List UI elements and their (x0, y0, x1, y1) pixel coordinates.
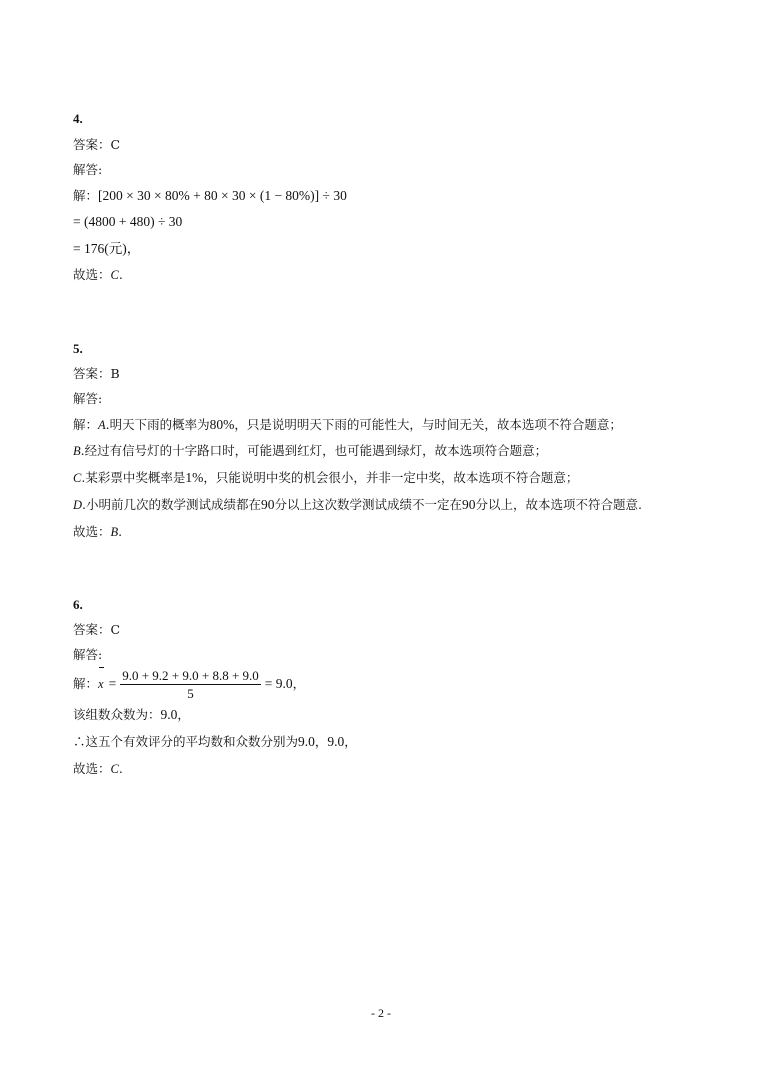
question-5-answer: 答案：B (73, 366, 120, 381)
fraction-denominator: 5 (187, 686, 194, 701)
option-letter: C (73, 471, 82, 485)
option-text: ，只能说明中奖的机会很小，并非一定中奖，故本选项不符合题意； (203, 470, 579, 485)
question-6-mode-line (73, 707, 190, 723)
fraction-numerator: 9.0 + 9.2 + 9.0 + 8.8 + 9.0 (122, 668, 259, 683)
score-value: 90 (462, 497, 476, 512)
mode-suffix: ， (177, 707, 190, 722)
question-4-solution-line-1 (73, 188, 347, 204)
choose-letter: C (110, 268, 119, 282)
choose-letter: C (110, 762, 119, 776)
mean-result: = 9.0 (264, 676, 293, 691)
option-letter: B (73, 444, 81, 458)
option-text: 分以上这次数学测试成绩不一定在 (274, 497, 463, 512)
expression: [200 × 30 × 80% + 80 × 30 × (1 − 80%)] ÷ 30 (98, 188, 347, 203)
question-4-solution-line-3: = 176(元)， (73, 241, 141, 256)
option-text: .某彩票中奖概率是 (81, 470, 186, 485)
conclusion-text: ∴这五个有效评分的平均数和众数分别为 (73, 734, 299, 749)
equals-sign: = (108, 676, 117, 691)
option-text: .经过有信号灯的十字路口时，可能遇到红灯，也可能遇到绿灯，故本选项符合题意； (80, 443, 548, 458)
score-value: 90 (261, 497, 275, 512)
option-letter: D (73, 498, 83, 512)
mean-fraction (120, 668, 261, 701)
option-text: .明天下雨的概率为 (105, 417, 210, 432)
page-number: - 2 - (371, 1006, 391, 1020)
mode-text: 该组数众数为： (73, 707, 161, 722)
question-4-number: 4. (73, 111, 83, 126)
question-4-answer: 答案：C (73, 137, 121, 152)
question-6-answer: 答案：C (73, 622, 121, 637)
question-6-number: 6. (73, 597, 83, 612)
question-5-choose (73, 524, 122, 540)
question-6-choose (73, 761, 123, 777)
option-letter: A (98, 418, 106, 432)
choose-suffix: . (118, 524, 123, 539)
mode-value: 9.0 (160, 707, 178, 722)
percent-value: 80% (209, 417, 235, 432)
jie-label: 解： (73, 676, 99, 691)
choose-suffix: . (118, 761, 123, 776)
percent-value: 1% (185, 470, 204, 485)
question-6-explain-label: 解答: (73, 647, 103, 662)
question-5-number: 5. (73, 341, 83, 356)
question-4-solution-line-2: = (4800 + 480) ÷ 30 (73, 214, 183, 229)
question-5-option-a (73, 417, 622, 433)
mode-value: 9.0 (327, 734, 345, 749)
mean-symbol: x (98, 665, 104, 701)
question-6-mean-formula (73, 665, 305, 701)
conclusion-suffix: ， (344, 734, 357, 749)
jie-label: 解： (73, 188, 99, 203)
question-6-conclusion (73, 734, 357, 750)
choose-prefix: 故选： (73, 267, 111, 282)
result-suffix: ， (292, 676, 306, 691)
question-5-option-b (73, 443, 547, 459)
question-5-option-d (73, 497, 642, 513)
choose-suffix: . (118, 267, 123, 282)
choose-prefix: 故选： (73, 524, 111, 539)
option-text: 分以上，故本选项不符合题意. (475, 497, 643, 512)
separator: ， (314, 734, 328, 749)
jie-label: 解： (73, 417, 99, 432)
option-text: .小明前几次的数学测试成绩都在 (82, 497, 262, 512)
question-4-explain-label: 解答: (73, 162, 103, 177)
mean-value: 9.0 (298, 734, 315, 749)
question-4-choose (73, 267, 123, 283)
question-5-option-c (73, 470, 578, 486)
question-5-explain-label: 解答: (73, 391, 103, 406)
choose-prefix: 故选： (73, 761, 111, 776)
choose-letter: B (110, 525, 119, 539)
option-text: ，只是说明明天下雨的可能性大，与时间无关，故本选项不符合题意； (234, 417, 622, 432)
